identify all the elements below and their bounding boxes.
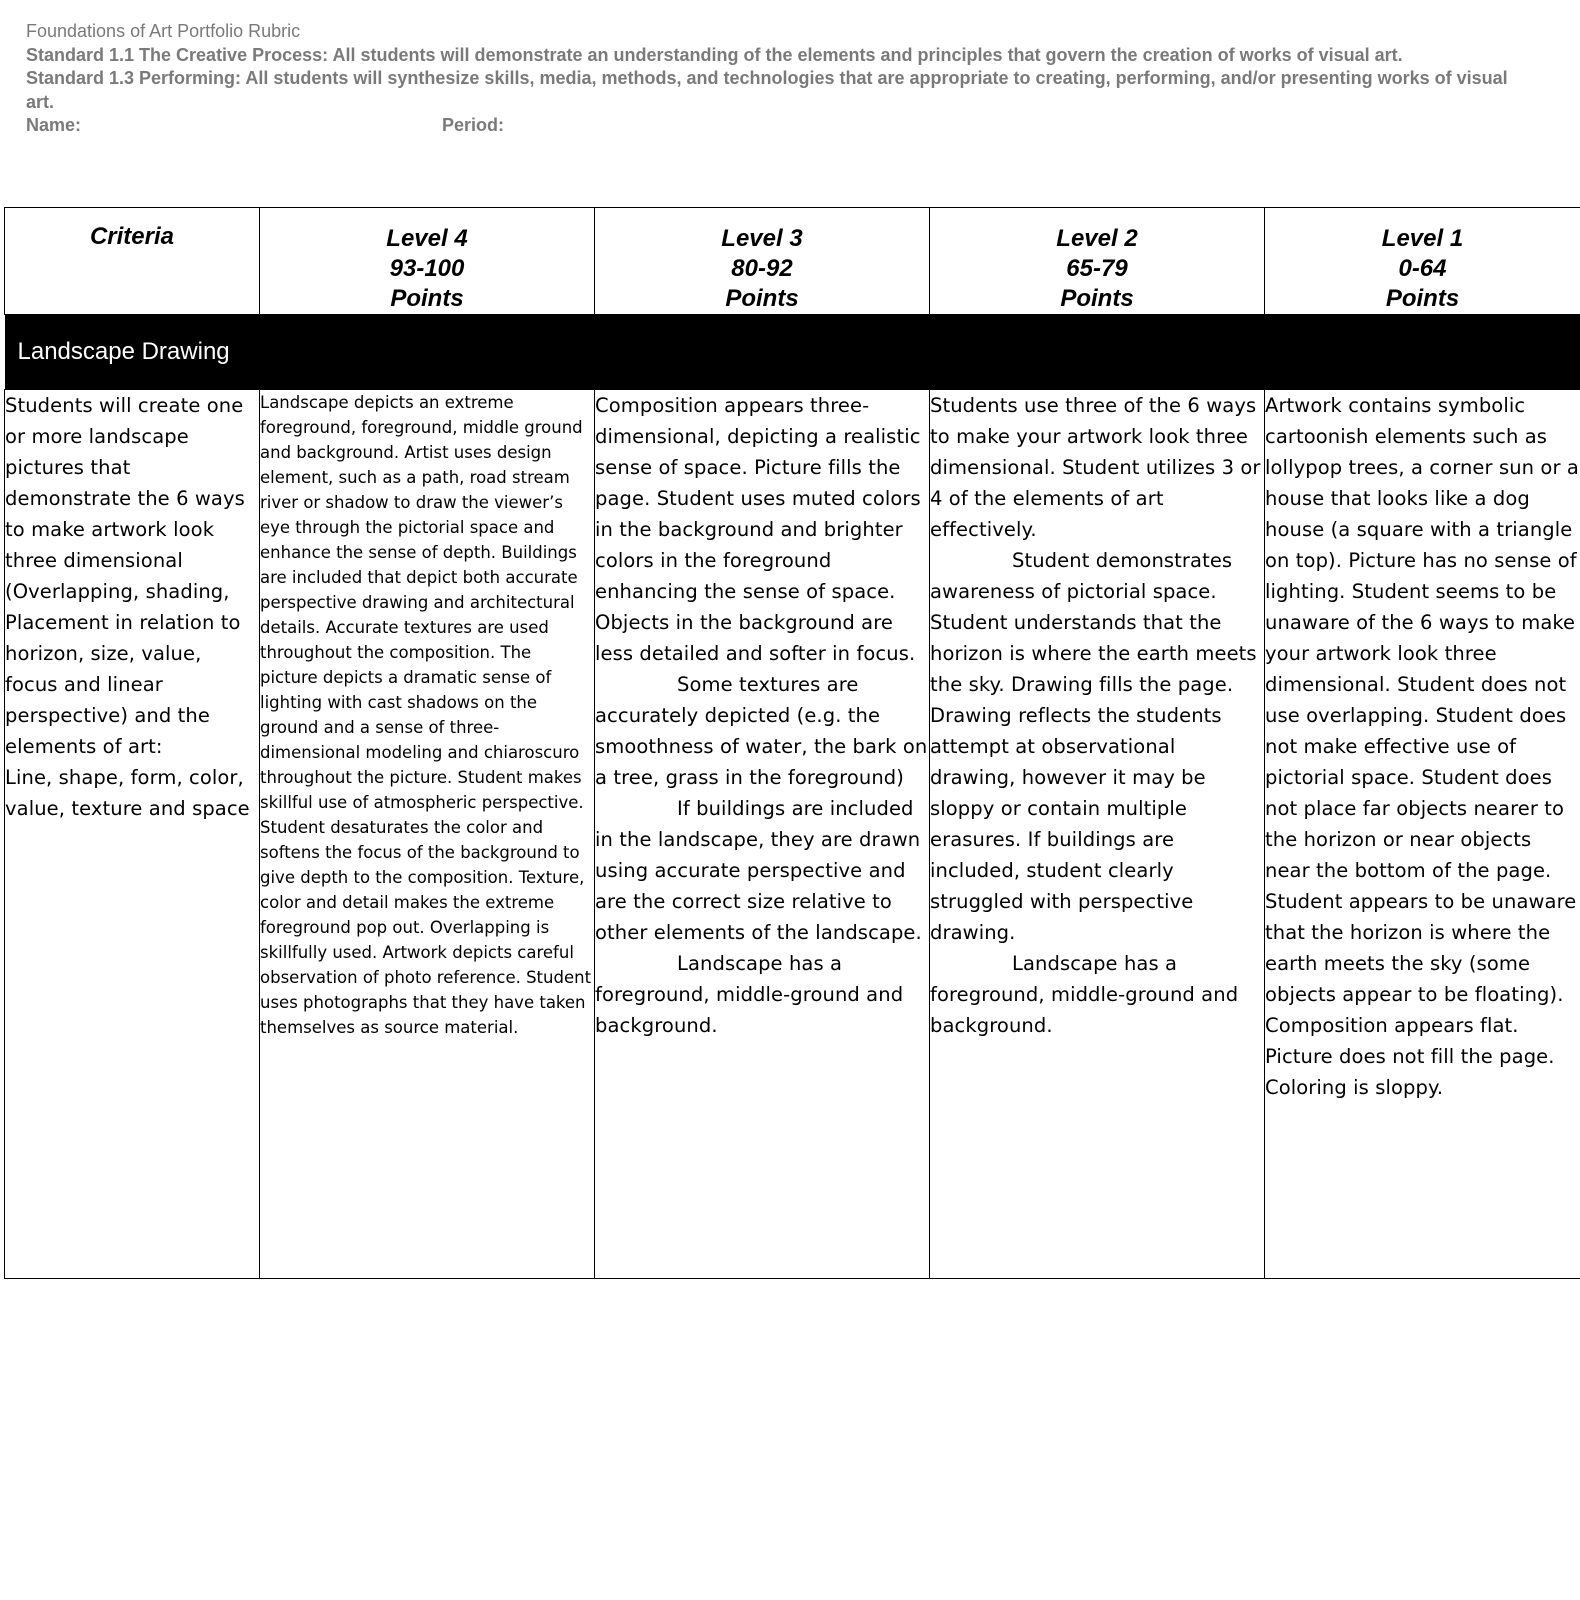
level-4-cell [260,390,595,1279]
column-header-level-1: Level 1 0-64 Points [1265,208,1580,315]
level-2-paragraph-3: Landscape has a foreground, middle-ground and background. [930,952,1239,1037]
name-label: Name: [26,115,82,135]
column-header-level-3: Level 3 80-92 Points [595,208,930,315]
standard-1-1: Standard 1.1 The Creative Process: All students will demonstrate an understanding of the elements and principles that govern the creation of works of visual art. [26,44,1403,65]
rubric-table [4,207,1580,1279]
level-2-paragraph-2: Student demonstrates awareness of pictorial space. Student understands that the horizon is where the earth meets the sky. Drawing fills the page. Drawing reflects the students attempt at observational drawing, however it may be sloppy or contain multiple erasures. If buildings are included, student clearly struggled with perspective drawing. [930,549,1257,944]
period-label: Period: [442,115,505,135]
rubric-content-row [5,390,1580,1279]
column-header-level-2: Level 2 65-79 Points [930,208,1265,315]
level-1-cell [1265,390,1580,1279]
level-4-description: Landscape depicts an extreme foreground, foreground, middle ground and background. Artist uses design element, such as a path, road stream river or shadow to draw the viewer’s eye through the pictorial space and enhance the sense of depth. Buildings are included that depict both accurate perspective drawing and architectural details. Accurate textures are used throughout the composition. The picture depicts a dramatic sense of lighting with cast shadows on the ground and a sense of three-dimensional modeling and chiaroscuro throughout the picture. Student makes skillful use of atmospheric perspective. Student desaturates the color and softens the focus of the background to give depth to the composition. Texture, color and detail makes the extreme foreground pop out. Overlapping is skillfully used. Artwork depicts careful observation of photo reference. Student uses photographs that they have taken themselves as source material. [260,393,592,1037]
document-title: Foundations of Art Portfolio Rubric [26,21,301,41]
document-header [26,20,1526,138]
level-1-description: Artwork contains symbolic cartoonish elements such as lollypop trees, a corner sun or a house that looks like a dog house (a square with a triangle on top). Picture has no sense of lighting. Student seems to be unaware of the 6 ways to make your artwork look three dimensional. Student does not use overlapping. Student does not make effective use of pictorial space. Student does not place far objects nearer to the horizon or near objects near the bottom of the page. Student appears to be unaware that the horizon is where the earth meets the sky (some objects appear to be floating). Composition appears flat. Picture does not fill the page. Coloring is sloppy. [1265,394,1579,1099]
level-3-paragraph-1: Composition appears three-dimensional, depicting a realistic sense of space. Picture fills the page. Student uses muted colors in the background and brighter colors in the foreground enhancing the sense of space. Objects in the background are less detailed and softer in focus. [595,394,921,665]
level-2-paragraph-1: Students use three of the 6 ways to make your artwork look three dimensional. Student utilizes 3 or 4 of the elements of art effectively. [930,394,1261,541]
criteria-elements: Line, shape, form, color, value, texture and space [5,766,250,820]
level-3-paragraph-4: Landscape has a foreground, middle-ground and background. [595,952,904,1037]
level-2-cell [930,390,1265,1279]
section-title: Landscape Drawing [5,315,1580,390]
criteria-cell [5,390,260,1279]
standard-1-3: Standard 1.3 Performing: All students will synthesize skills, media, methods, and technologies that are appropriate to creating, performing, and/or presenting works of visual art. [26,68,1508,112]
level-3-paragraph-2: Some textures are accurately depicted (e.g. the smoothness of water, the bark on a tree, grass in the foreground) [595,673,928,789]
level-3-cell [595,390,930,1279]
name-period-line [26,114,1526,138]
section-row-landscape [5,315,1580,390]
criteria-description: Students will create one or more landscape pictures that demonstrate the 6 ways to make artwork look three dimensional (Overlapping, shading, Placement in relation to horizon, size, value, focus and linear perspective) and the elements of art: [5,394,245,758]
column-header-level-4: Level 4 93-100 Points [260,208,595,315]
column-header-criteria: Criteria [5,208,260,315]
level-3-paragraph-3: If buildings are included in the landscape, they are drawn using accurate perspective and are the correct size relative to other elements of the landscape. [595,797,922,944]
rubric-header-row [5,208,1580,315]
